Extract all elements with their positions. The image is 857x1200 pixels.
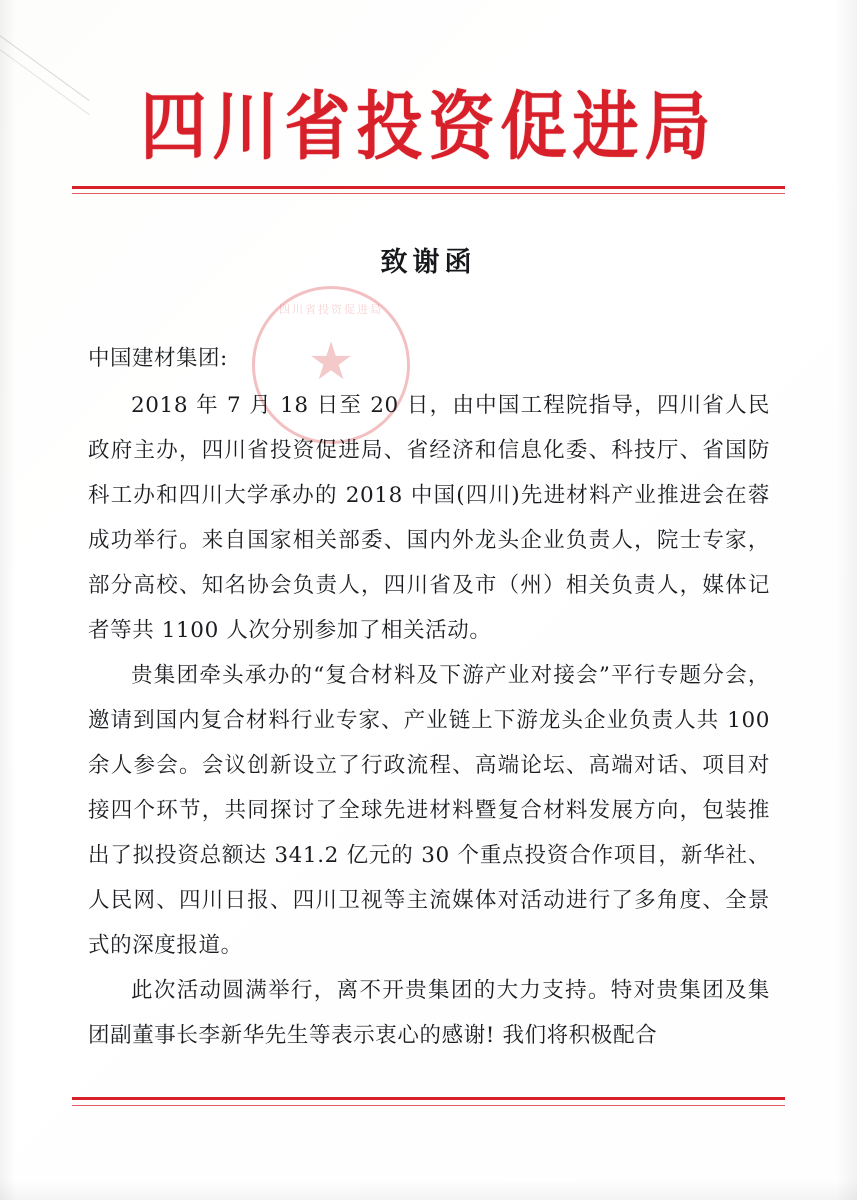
letterhead-divider-thick — [72, 186, 785, 189]
body-paragraph-1: 2018 年 7 月 18 日至 20 日，由中国工程院指导，四川省人民政府主办，四川省投资促进局、省经济和信息化委、科技厅、省国防科工办和四川大学承办的 2018 中国(四川)先进材料产业推进会在蓉成功举行。来自国家相关部委、国内外龙头企业负责人，院士专家，部分高校、知名协会负责人，四川省及市（州）相关负责人，媒体记者等共 1100 人次分别参加了相关活动。 — [88, 393, 770, 643]
letterhead — [0, 82, 857, 170]
page-edge-shadow-bottom — [0, 1180, 857, 1200]
footer-divider-thick — [72, 1097, 785, 1100]
page-edge-shadow-left — [0, 0, 16, 1200]
document-title: 致谢函 — [380, 247, 477, 278]
seal-arc-text: 四川省投资促进局 — [279, 304, 383, 316]
salutation: 中国建材集团: — [88, 346, 228, 371]
footer-divider-thin — [72, 1105, 785, 1106]
page-edge-shadow-right — [835, 0, 857, 1200]
document-body — [88, 333, 770, 1058]
body-paragraph-3: 此次活动圆满举行，离不开贵集团的大力支持。特对贵集团及集团副董事长李新华先生等表示衷心的感谢! 我们将积极配合 — [88, 978, 770, 1048]
body-paragraph-2: 贵集团牵头承办的“复合材料及下游产业对接会”平行专题分会，邀请到国内复合材料行业专家、产业链上下游龙头企业负责人共 100 余人参会。会议创新设立了行政流程、高端论坛、高端对话、项目对接四个环节，共同探讨了全球先进材料暨复合材料发展方向，包装推出了拟投资总额达 341.2 亿元的 30 个重点投资合作项目，新华社、人民网、四川日报、四川卫视等主流媒体对活动进行了多角度、全景式的深度报道。 — [88, 663, 770, 958]
letterhead-divider-thin — [72, 193, 785, 194]
letterhead-organization-title: 四川省投资促进局 — [140, 82, 717, 170]
seal-star-icon: ★ — [307, 333, 355, 391]
